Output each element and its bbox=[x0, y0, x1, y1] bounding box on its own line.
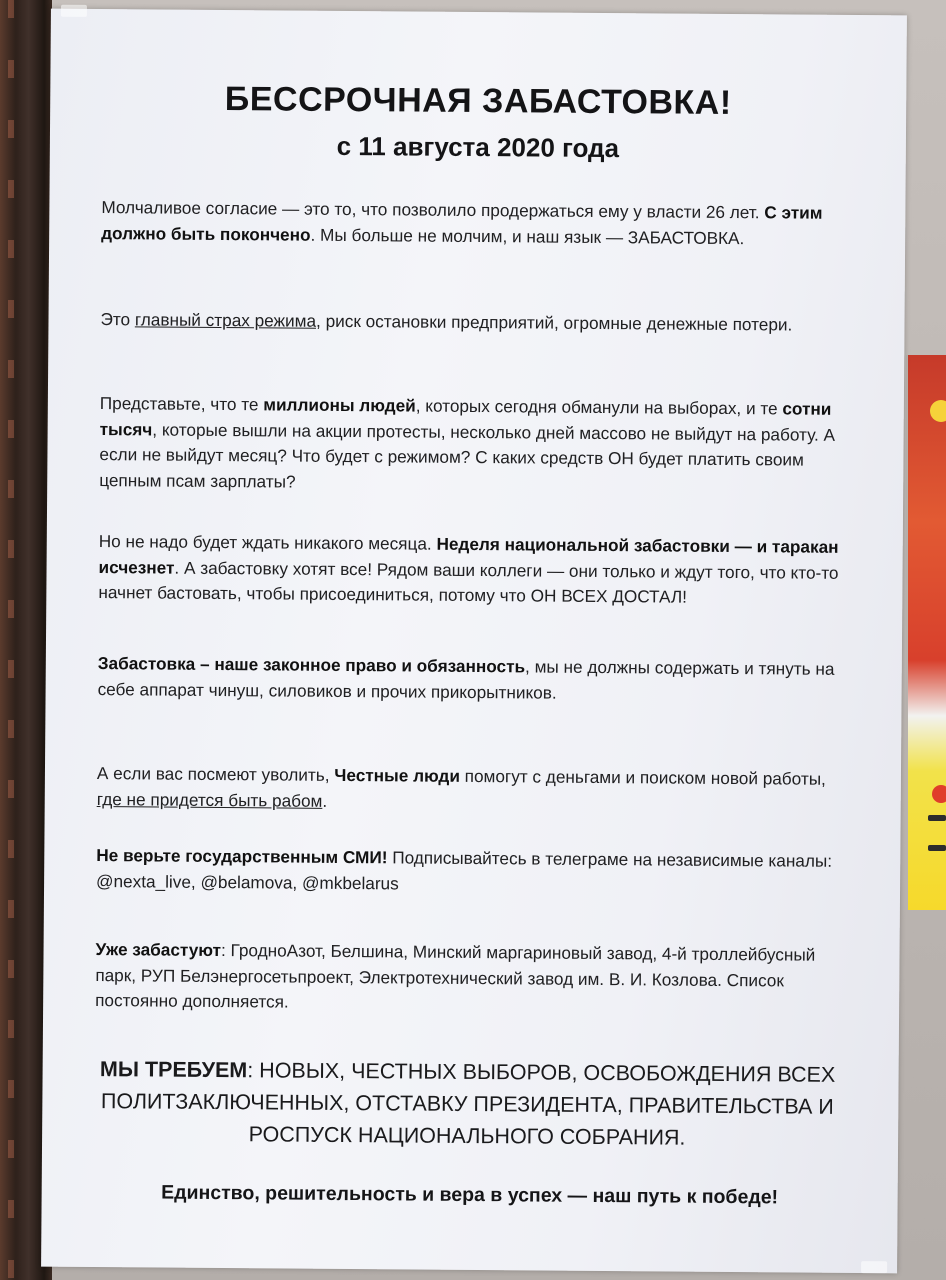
bold-phrase: Уже забастуют bbox=[95, 939, 222, 961]
strike-leaflet bbox=[41, 9, 907, 1274]
paragraph-independent-media: Не верьте государственным СМИ! Подписывайтесь в телеграме на независимые каналы: @nexta_live, @belamova, @mkbelarus bbox=[96, 845, 833, 893]
poster-stripe bbox=[928, 845, 946, 851]
paragraph-imagine: Представьте, что те миллионы людей, которых сегодня обманули на выборах, и те сотни тысяч, которые вышли на акции протесты, несколько дней массово не выйдут на работу. А если не выйдут месяц? Что будет с режимом? С каких средств ОН будет платить своим цепным псам зарплаты? bbox=[99, 393, 836, 492]
paragraph-striking-plants: Уже забастуют: ГродноАзот, Белшина, Минский маргариновый завод, 4-й троллейбусный парк, РУП Белэнергосетьпроект, Электротехнический завод им. В. И. Козлова. Список постоянно дополняется. bbox=[95, 939, 816, 1012]
poster-logo-graphic bbox=[932, 785, 946, 803]
paragraph-legal-right: Забастовка – наше законное право и обязанность, мы не должны содержать и тянуть на себе аппарат чинуш, силовиков и прочих прикорытников. bbox=[97, 653, 835, 703]
tape-strip bbox=[861, 1261, 887, 1273]
bold-phrase: Неделя национальной забастовки — и таракан исчезнет bbox=[98, 533, 839, 578]
paragraph-silent-consent: Молчаливое согласие — это то, что позволило продержаться ему у власти 26 лет. С этим должно быть покончено. Мы больше не молчим, и наш язык — ЗАБАСТОВКА. bbox=[101, 197, 823, 248]
closing-slogan: Единство, решительность и вера в успех — наш путь к победе! bbox=[161, 1181, 779, 1209]
leaflet-title: БЕССРОЧНАЯ ЗАБАСТОВКА! bbox=[224, 80, 732, 123]
bold-phrase: Честные люди bbox=[334, 764, 461, 786]
bold-phrase: С этим должно быть покончено bbox=[101, 202, 823, 245]
poster-circle-graphic bbox=[930, 400, 946, 422]
bold-phrase: Забастовка – наше законное право и обязанность bbox=[97, 653, 526, 677]
background-poster-edge bbox=[906, 355, 946, 910]
paragraph-main-fear: Это главный страх режима, риск остановки предприятий, огромные денежные потери. bbox=[100, 309, 793, 335]
demands-block: МЫ ТРЕБУЕМ: НОВЫХ, ЧЕСТНЫХ ВЫБОРОВ, ОСВОБОЖДЕНИЯ ВСЕХ ПОЛИТЗАКЛЮЧЕННЫХ, ОТСТАВКУ ПРЕЗИДЕНТА, ПРАВИТЕЛЬСТВА И РОСПУСК НАЦИОНАЛЬНОГО СОБРАНИЯ. bbox=[99, 1057, 836, 1150]
leaflet-subtitle: с 11 августа 2020 года bbox=[336, 130, 620, 164]
poster-stripe bbox=[928, 815, 946, 821]
bold-phrase: Не верьте государственным СМИ! bbox=[96, 845, 388, 868]
bold-phrase: сотни тысяч bbox=[99, 398, 832, 439]
underlined-phrase: главный страх режима bbox=[134, 309, 317, 331]
paragraph-honest-people: А если вас посмеют уволить, Честные люди помогут с деньгами и поиском новой работы, где не придется быть рабом. bbox=[96, 763, 826, 811]
bold-phrase: МЫ ТРЕБУЕМ bbox=[99, 1057, 248, 1083]
bold-phrase: миллионы людей bbox=[263, 394, 416, 416]
tape-strip bbox=[61, 5, 87, 17]
underlined-phrase: где не придется быть рабом bbox=[96, 788, 323, 811]
paragraph-national-strike-week: Но не надо будет ждать никакого месяца. Неделя национальной забастовки — и таракан исчезнет. А забастовку хотят все! Рядом ваши коллеги — они только и ждут того, что кто-то начнет бастовать, чтобы присоединиться, потому что ОН ВСЕХ ДОСТАЛ! bbox=[98, 531, 839, 607]
